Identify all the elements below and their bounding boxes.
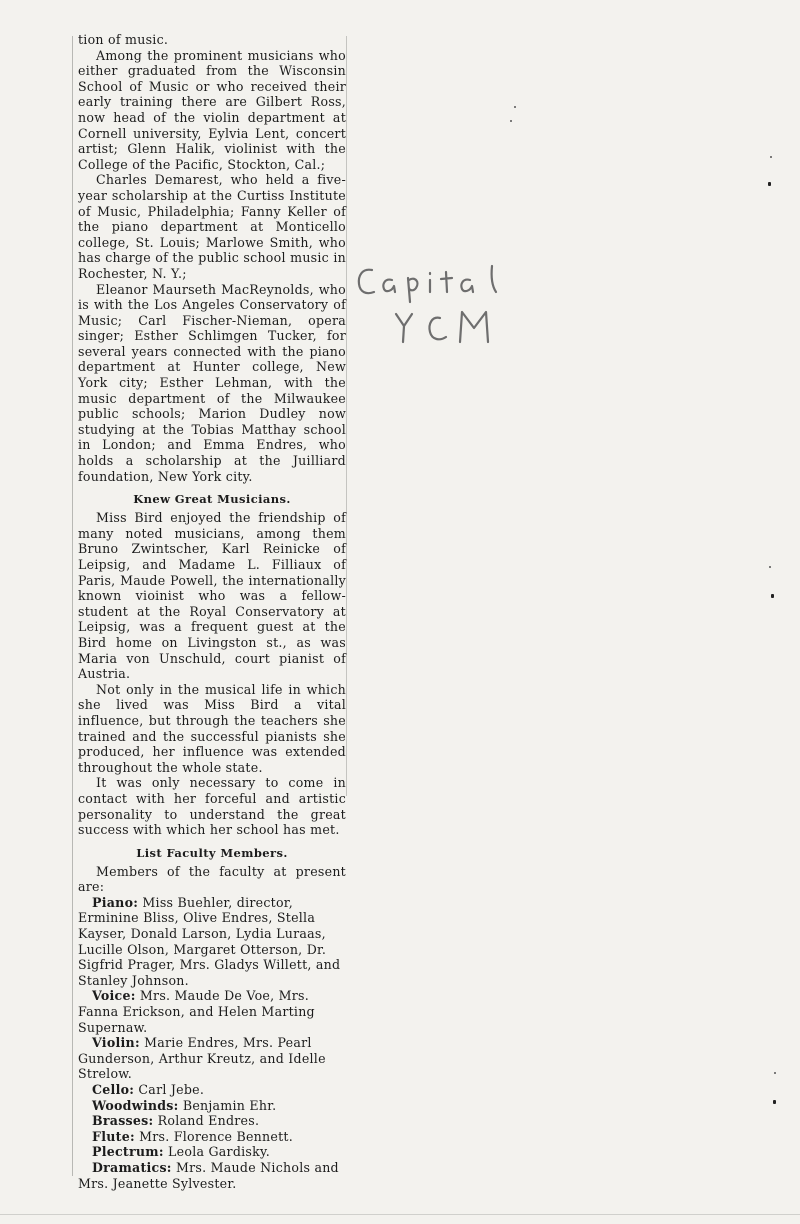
faculty-label: Cello: bbox=[92, 1082, 135, 1097]
page-bottom-edge bbox=[0, 1214, 800, 1215]
faculty-label: Voice: bbox=[92, 988, 136, 1004]
faculty-flute bbox=[78, 1129, 346, 1145]
faculty-plectrum bbox=[78, 1144, 346, 1160]
paragraph-intro-1: tion of music. bbox=[78, 32, 169, 47]
paragraph-musicians-2: Not only in the musical life in which she lived was Miss Bird a vital influence, but through the teachers she trained and the successful pianists she produced, her influence was extended throughout the whole state. bbox=[78, 681, 346, 775]
faculty-names: Mrs. Maude Nichols and Mrs. Jeanette Sylvester. bbox=[78, 1159, 339, 1191]
paragraph-musicians-1: Miss Bird enjoyed the friendship of many noted musicians, among them Bruno Zwintscher, Karl Reinicke of Leipsig, and Madame L. Filliaux of Paris, Maude Powell, the internationally known vioinist who was a fellow-student at the Royal Conservatory at Leipsig, was a frequent guest at the Bird home on Livingston st., as was Maria von Unschuld, court pianist of Austria. bbox=[78, 510, 346, 682]
subhead-list-faculty-members: List Faculty Members. bbox=[136, 845, 288, 860]
paragraph-musicians-3: It was only necessary to come in contact with her forceful and artistic personality to understand the great success with which her school has met. bbox=[78, 775, 346, 838]
faculty-label: Flute: bbox=[92, 1128, 135, 1144]
scan-speck bbox=[770, 156, 772, 158]
faculty-woodwinds bbox=[78, 1098, 346, 1114]
faculty-intro: Members of the faculty at present are: bbox=[78, 863, 346, 895]
faculty-voice bbox=[78, 988, 346, 1035]
faculty-names: Marie Endres, Mrs. Pearl Gunderson, Arthur Kreutz, and Idelle Strelow. bbox=[78, 1035, 326, 1082]
scan-speck bbox=[774, 1072, 776, 1074]
faculty-names: Carl Jebe. bbox=[138, 1082, 205, 1097]
faculty-dramatics bbox=[78, 1160, 346, 1191]
faculty-label: Brasses: bbox=[92, 1113, 154, 1129]
faculty-names: Miss Buehler, director, Erminine Bliss, Olive Endres, Stella Kayser, Donald Larson, Lydia Luraas, Lucille Olson, Margaret Otterson, Dr. Sigfrid Prager, Mrs. Gladys Willett, and Stanley Johnson. bbox=[78, 894, 341, 988]
left-column-rule bbox=[72, 36, 73, 1176]
paragraph-intro-2: Among the prominent musicians who either graduated from the Wisconsin School of Music or who received their early training there are Gilbert Ross, now head of the violin department at Cornell university, Eylvia Lent, concert artist; Glenn Halik, violinist with the College of the Pacific, Stockton, Cal.; bbox=[78, 47, 346, 172]
faculty-names: Leola Gardisky. bbox=[168, 1144, 270, 1160]
scan-speck bbox=[773, 1100, 776, 1104]
paragraph-intro-4: Eleanor Maurseth MacReynolds, who is with the Los Angeles Conservatory of Music; Carl Fischer-Nieman, opera singer; Esther Schlimgen Tucker, for several years connected with the piano department at Hunter college, New York city; Esther Lehman, with the music department of the Milwaukee public schools; Marion Dudley now studying at the Tobias Matthay school in London; and Emma Endres, who holds a scholarship at the Juilliard foundation, New York city. bbox=[78, 281, 346, 484]
faculty-label: Dramatics: bbox=[92, 1159, 172, 1175]
faculty-label: Plectrum: bbox=[92, 1144, 164, 1160]
paragraph-intro-3: Charles Demarest, who held a five-year scholarship at the Curtiss Institute of Music, Philadelphia; Fanny Keller of the piano department at Monticello college, St. Louis; Marlowe Smith, who has charge of the public school music in Rochester, N. Y.; bbox=[78, 172, 346, 281]
scan-speck bbox=[514, 106, 516, 108]
faculty-cello bbox=[78, 1082, 346, 1098]
faculty-names: Roland Endres. bbox=[157, 1113, 260, 1129]
faculty-names: Mrs. Florence Bennett. bbox=[139, 1128, 293, 1144]
right-column-rule bbox=[346, 36, 347, 796]
faculty-violin bbox=[78, 1035, 346, 1082]
subhead-knew-great-musicians: Knew Great Musicians. bbox=[133, 492, 291, 507]
newspaper-clipping bbox=[78, 32, 346, 1191]
faculty-brasses bbox=[78, 1113, 346, 1129]
faculty-label: Violin: bbox=[92, 1035, 140, 1051]
faculty-piano bbox=[78, 895, 346, 989]
faculty-names: Mrs. Maude De Voe, Mrs. Fanna Erickson, and Helen Marting Supernaw. bbox=[78, 988, 315, 1035]
scan-speck bbox=[769, 566, 771, 568]
scan-speck bbox=[771, 594, 774, 598]
scan-speck bbox=[768, 182, 771, 186]
faculty-label: Piano: bbox=[92, 894, 139, 910]
faculty-names: Benjamin Ehr. bbox=[182, 1097, 277, 1113]
faculty-label: Woodwinds: bbox=[92, 1097, 179, 1113]
handwritten-annotation bbox=[352, 262, 532, 352]
scan-speck bbox=[510, 120, 512, 122]
